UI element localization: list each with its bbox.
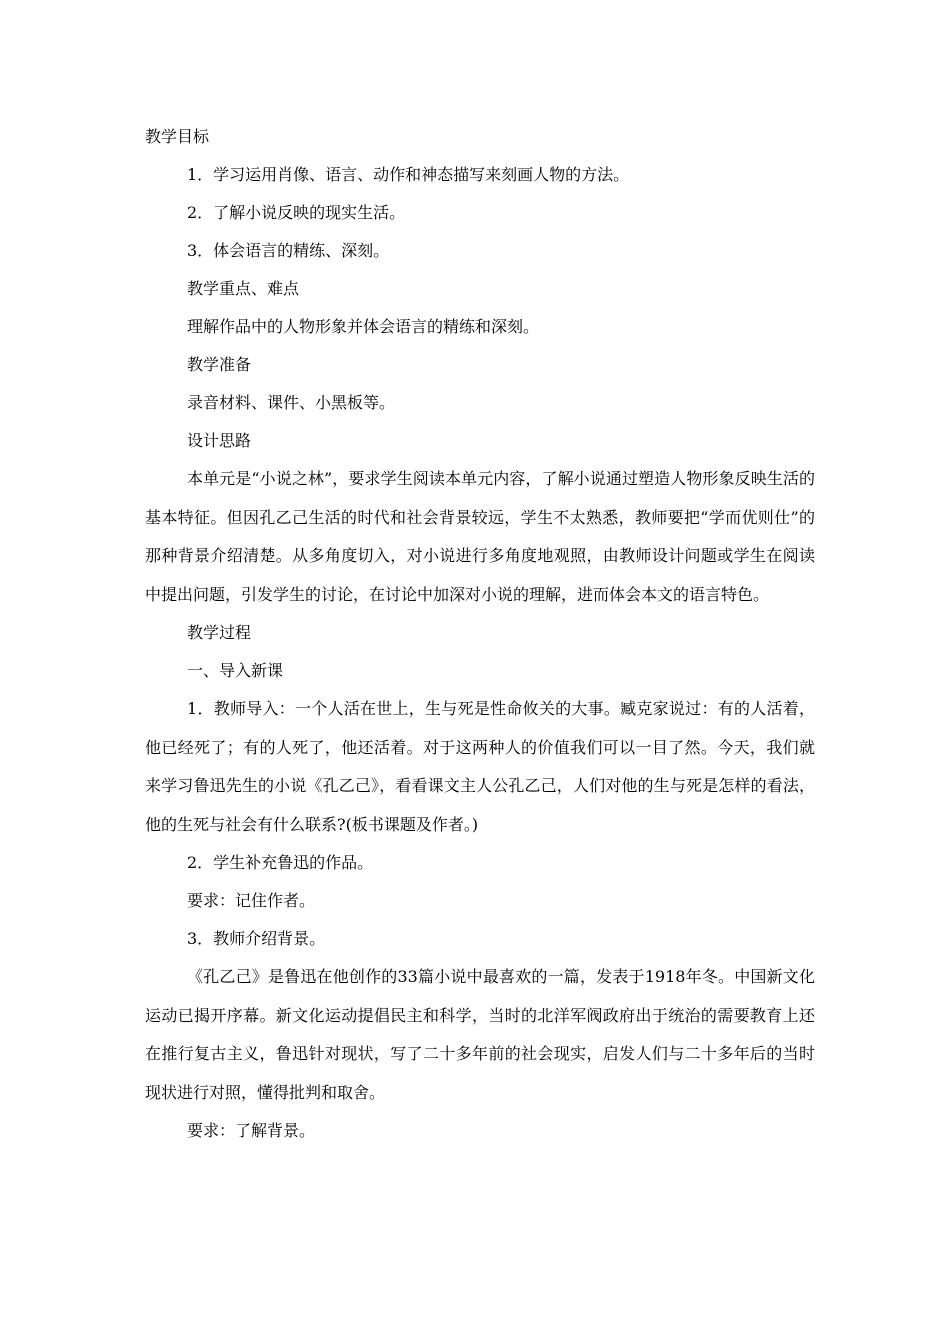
objective-1: 1．学习运用肖像、语言、动作和神态描写来刻画人物的方法。 [187,165,630,184]
objective-2: 2．了解小说反映的现实生活。 [187,203,406,222]
design-paragraph: 本单元是“小说之林”，要求学生阅读本单元内容，了解小说通过塑造人物形象反映生活的基本特征。但因孔乙己生活的时代和社会背景较远，学生不太熟悉，教师要把“学而优则仕”的那种背景介绍清楚。从多角度切入，对小说进行多角度地观照，由教师设计问题或学生在阅读中提出问题，引发学生的讨论，在讨论中加深对小说的理解，进而体会本文的语言特色。 [145,469,815,604]
section-intro: 一、导入新课 [187,661,284,680]
step-1-paragraph: 1．教师导入：一个人活在世上，生与死是性命攸关的大事。臧克家说过：有的人活着，他已经死了；有的人死了，他还活着。对于这两种人的价值我们可以一目了然。今天，我们就来学习鲁迅先生的小说《孔乙己》，看看课文主人公孔乙己，人们对他的生与死是怎样的看法，他的生死与社会有什么联系?(板书课题及作者。) [145,699,815,834]
heading-preparation: 教学准备 [187,355,252,374]
requirement-2: 要求：了解背景。 [187,1121,316,1140]
step-3: 3．教师介绍背景。 [187,929,326,948]
step-2: 2．学生补充鲁迅的作品。 [187,853,374,872]
background-paragraph: 《孔乙己》是鲁迅在他创作的33篇小说中最喜欢的一篇，发表于1918年冬。中国新文化运动已揭开序幕。新文化运动提倡民主和科学，当时的北洋军阀政府出于统治的需要教育上还在推行复古主义，鲁迅针对现状，写了二十多年前的社会现实，启发人们与二十多年后的当时现状进行对照，懂得批判和取舍。 [145,967,815,1102]
requirement-1: 要求：记住作者。 [187,891,316,910]
heading-process: 教学过程 [187,623,252,642]
heading-design: 设计思路 [187,431,252,450]
document-body [145,118,815,1150]
focus-text: 理解作品中的人物形象并体会语言的精练和深刻。 [187,317,540,336]
preparation-text: 录音材料、课件、小黑板等。 [187,393,396,412]
heading-objectives: 教学目标 [145,127,210,146]
heading-focus: 教学重点、难点 [187,279,300,298]
objective-3: 3．体会语言的精练、深刻。 [187,241,390,260]
